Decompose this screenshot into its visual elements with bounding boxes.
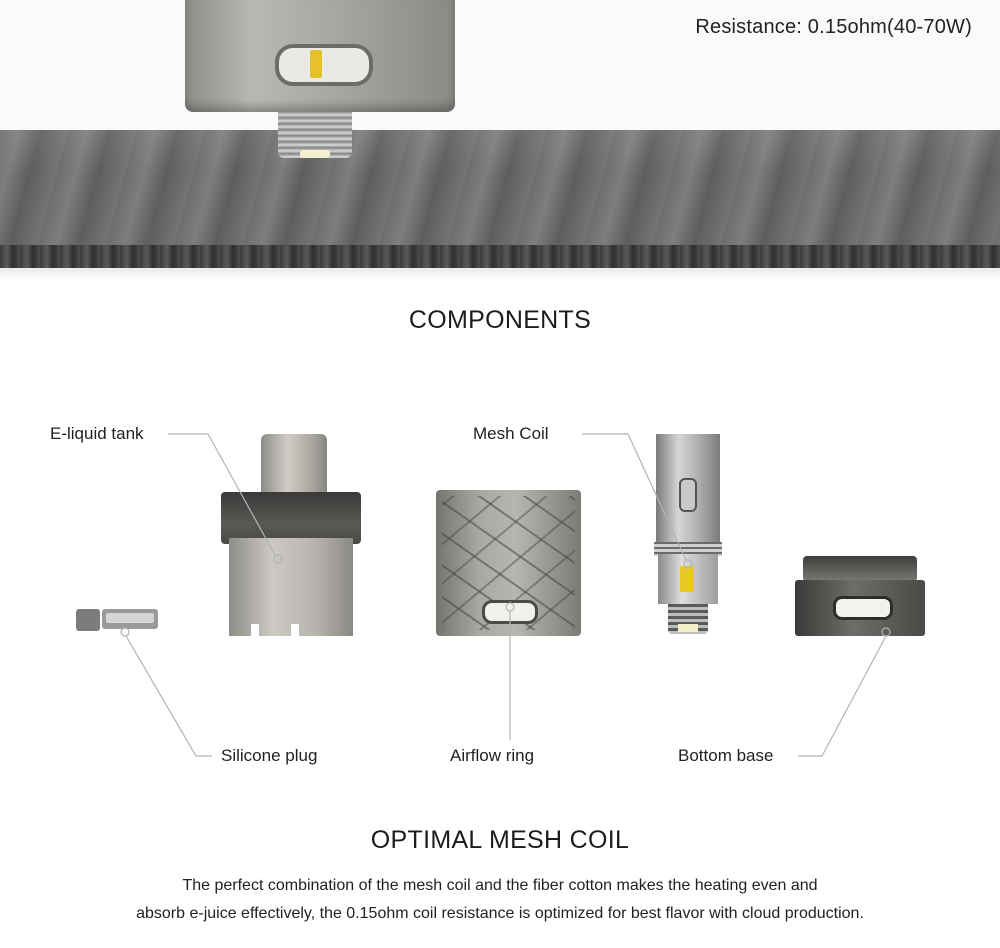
leader-bottom-base bbox=[798, 636, 886, 756]
components-title: COMPONENTS bbox=[408, 306, 592, 334]
description-line-1: The perfect combination of the mesh coil and the fiber cotton makes the heating even and bbox=[182, 877, 818, 894]
optimal-mesh-coil-description bbox=[100, 872, 900, 928]
hero-shadow bbox=[0, 268, 1000, 282]
leader-silicone-plug bbox=[126, 636, 212, 756]
label-eliquid-tank: E-liquid tank bbox=[50, 424, 144, 443]
bottom-base-image bbox=[795, 556, 925, 636]
airflow-ring-image bbox=[436, 490, 581, 636]
optimal-mesh-coil-title: OPTIMAL MESH COIL bbox=[370, 826, 630, 854]
tank-airflow-window bbox=[275, 44, 373, 86]
resistance-spec-text: Resistance: 0.15ohm(40-70W) bbox=[695, 16, 972, 38]
tank-connector-pin bbox=[300, 150, 330, 158]
description-line-2: absorb e-juice effectively, the 0.15ohm coil resistance is optimized for best flavor with cloud production. bbox=[136, 905, 864, 922]
mesh-coil-image bbox=[654, 434, 722, 634]
eliquid-tank-image bbox=[221, 434, 361, 636]
silicone-plug-image bbox=[76, 609, 158, 633]
tank-coil-glow bbox=[310, 50, 322, 78]
label-airflow-ring: Airflow ring bbox=[450, 746, 535, 765]
label-silicone-plug: Silicone plug bbox=[221, 746, 318, 765]
stone-slab-edge bbox=[0, 245, 1000, 268]
label-bottom-base: Bottom base bbox=[678, 746, 774, 765]
label-mesh-coil: Mesh Coil bbox=[473, 424, 549, 443]
